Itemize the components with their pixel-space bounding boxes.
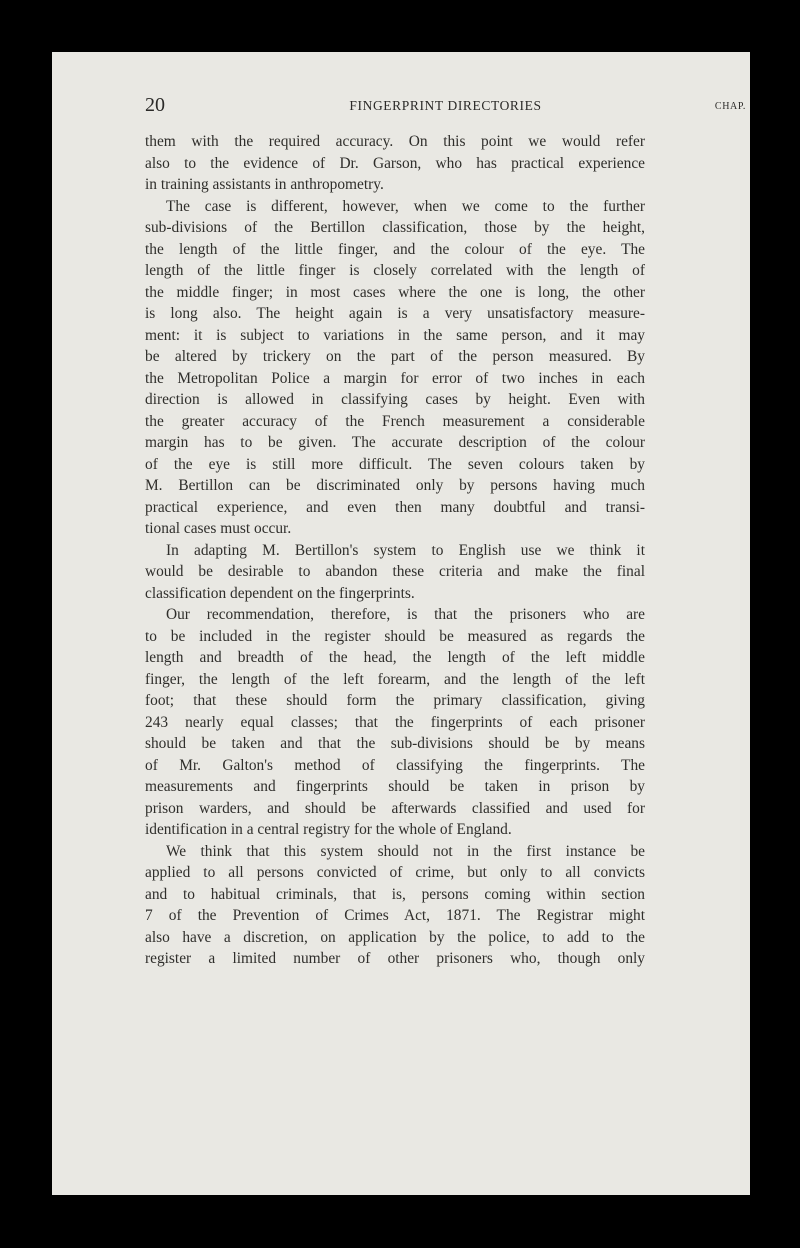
text-line: M. Bertillon can be discriminated only by persons having much	[145, 477, 645, 494]
text-line: The case is different, however, when we come to the further	[166, 197, 645, 215]
page-number: 20	[145, 94, 165, 116]
text-line: the length of the little finger, and the colour of the eye. The	[145, 240, 645, 258]
paragraph	[145, 540, 645, 605]
text-line: In adapting M. Bertillon's system to English use we think it	[166, 541, 645, 559]
text-line: margin has to be given. The accurate description of the colour	[145, 434, 645, 451]
body-text	[145, 131, 645, 970]
text-line: of Mr. Galton's method of classifying the fingerprints. The	[145, 756, 645, 774]
text-line: would be desirable to abandon these criteria and make the final	[145, 563, 645, 580]
text-line: tional cases must occur.	[145, 520, 292, 537]
text-line: length of the little finger is closely correlated with the length of	[145, 262, 645, 279]
paragraph	[145, 841, 645, 970]
page-header	[145, 94, 746, 118]
paragraph	[145, 196, 645, 540]
text-line: should be taken and that the sub-divisions should be by means	[145, 735, 645, 752]
text-line: them with the required accuracy. On this point we would refer	[145, 133, 645, 150]
text-line: measurements and fingerprints should be taken in prison by	[145, 778, 645, 795]
text-line: prison warders, and should be afterwards classified and used for	[145, 799, 645, 817]
text-line: direction is allowed in classifying cases by height. Even with	[145, 391, 645, 408]
paragraph	[145, 604, 645, 841]
text-line: finger, the length of the left forearm, and the length of the left	[145, 670, 645, 688]
text-line: identification in a central registry for the whole of England.	[145, 821, 512, 838]
text-line: Our recommendation, therefore, is that the prisoners who are	[166, 606, 645, 623]
text-line: is long also. The height again is a very unsatisfactory measure-	[145, 305, 645, 322]
text-line: to be included in the register should be measured as regards the	[145, 627, 645, 645]
text-line: be altered by trickery on the part of the person measured. By	[145, 348, 645, 365]
text-line: classification dependent on the fingerprints.	[145, 584, 415, 602]
text-line: the greater accuracy of the French measurement a considerable	[145, 412, 645, 430]
text-line: register a limited number of other prisoners who, though only	[145, 950, 645, 967]
text-line: sub-divisions of the Bertillon classification, those by the height,	[145, 219, 645, 236]
text-line: practical experience, and even then many doubtful and transi-	[145, 498, 645, 516]
text-line: of the eye is still more difficult. The seven colours taken by	[145, 455, 645, 473]
text-line: 7 of the Prevention of Crimes Act, 1871. The Registrar might	[145, 907, 645, 924]
running-title: FINGERPRINT DIRECTORIES	[349, 98, 542, 113]
text-line: the middle finger; in most cases where the one is long, the other	[145, 283, 645, 301]
text-line: applied to all persons convicted of crime, but only to all convicts	[145, 864, 645, 881]
paragraph	[145, 131, 645, 196]
text-line: also to the evidence of Dr. Garson, who has practical experience	[145, 154, 645, 172]
text-line: 243 nearly equal classes; that the fingerprints of each prisoner	[145, 713, 645, 731]
text-line: ment: it is subject to variations in the same person, and it may	[145, 326, 645, 344]
text-line: the Metropolitan Police a margin for error of two inches in each	[145, 369, 645, 387]
text-line: foot; that these should form the primary classification, giving	[145, 692, 645, 709]
text-line: length and breadth of the head, the length of the left middle	[145, 649, 645, 666]
text-line: We think that this system should not in the first instance be	[166, 842, 645, 860]
text-line: and to habitual criminals, that is, persons coming within section	[145, 885, 645, 903]
chapter-label: CHAP.	[714, 101, 746, 112]
text-line: also have a discretion, on application by the police, to add to the	[145, 928, 645, 946]
text-line: in training assistants in anthropometry.	[145, 176, 384, 193]
